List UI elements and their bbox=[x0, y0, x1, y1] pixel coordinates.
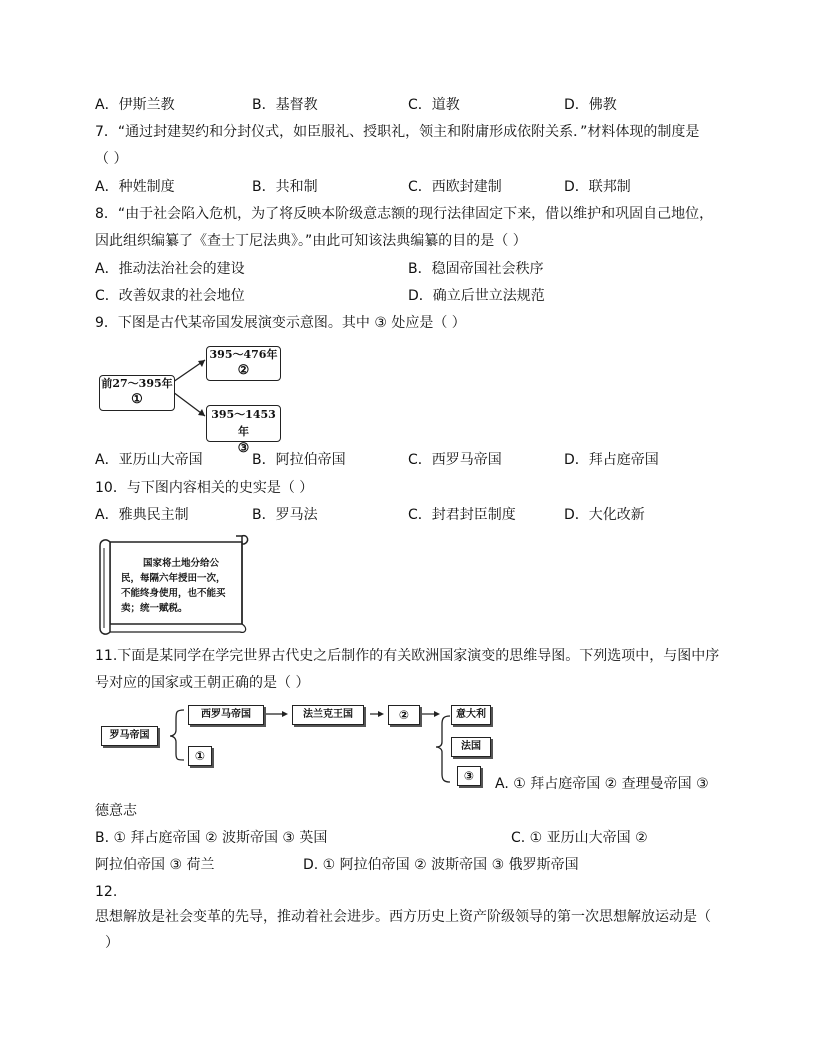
map-n1-box: ① bbox=[188, 746, 212, 766]
map-n3-box: ③ bbox=[457, 766, 481, 786]
map-frank-box: 法兰克王国 bbox=[292, 705, 364, 725]
map-n2-box: ② bbox=[388, 705, 420, 725]
q6-option-b: B．基督教 bbox=[252, 97, 318, 113]
map-west-box: 西罗马帝国 bbox=[188, 705, 264, 725]
scroll-line-4: 卖；统一赋税。 bbox=[121, 603, 188, 614]
map-france-box: 法国 bbox=[451, 737, 491, 757]
q7-option-a: A．种姓制度 bbox=[95, 179, 175, 195]
top-number: ② bbox=[237, 363, 250, 378]
q9-stem: 9．下图是古代某帝国发展演变示意图。其中 ③ 处应是（ ） bbox=[95, 315, 466, 331]
map-italy-box: 意大利 bbox=[451, 705, 491, 725]
q9-option-d: D．拜占庭帝国 bbox=[564, 452, 659, 468]
bottom-years: 395～1453年 bbox=[211, 408, 276, 438]
q11-option-c: C. ① 亚历山大帝国 ② bbox=[511, 830, 648, 846]
q8-option-b: B．稳固帝国社会秩序 bbox=[408, 261, 544, 277]
q11-option-d: D. ① 阿拉伯帝国 ② 波斯帝国 ③ 俄罗斯帝国 bbox=[303, 857, 579, 873]
q7-stem: 7．“通过封建契约和分封仪式，如臣服礼、授职礼，领主和附庸形成依附关系．”材料体现的制度是 bbox=[95, 124, 700, 140]
q11-option-a: A. ① 拜占庭帝国 ② 查理曼帝国 ③ bbox=[495, 776, 709, 792]
left-years: 前27～395年 bbox=[101, 377, 173, 390]
q8-option-a: A．推动法治社会的建设 bbox=[95, 261, 245, 277]
q6-option-c: C．道教 bbox=[408, 97, 460, 113]
q11-option-a-cont: 德意志 bbox=[95, 803, 137, 819]
q9-option-b: B．阿拉伯帝国 bbox=[252, 452, 346, 468]
top-years: 395～476年 bbox=[209, 348, 278, 361]
q11-stem: 11.下面是某同学在学完世界古代史之后制作的有关欧洲国家演变的思维导图。下列选项中，与图中序 bbox=[95, 648, 720, 664]
q10-option-d: D．大化改新 bbox=[564, 507, 645, 523]
q7-answer-blank: （ ） bbox=[95, 151, 128, 167]
q10-option-b: B．罗马法 bbox=[252, 507, 318, 523]
q10-option-c: C．封君封臣制度 bbox=[408, 507, 516, 523]
q9-option-c: C．西罗马帝国 bbox=[408, 452, 502, 468]
scroll-line-3: 不能终身使用，也不能买 bbox=[121, 588, 226, 599]
q11-option-b: B. ① 拜占庭帝国 ② 波斯帝国 ③ 英国 bbox=[95, 830, 328, 846]
q8-stem-cont: 因此组织编纂了《查士丁尼法典》。”由此可知该法典编纂的目的是（ ） bbox=[95, 233, 527, 249]
q7-option-c: C．西欧封建制 bbox=[408, 179, 502, 195]
q6-option-a: A．伊斯兰教 bbox=[95, 97, 175, 113]
q10-option-a: A．雅典民主制 bbox=[95, 507, 189, 523]
q8-option-d: D．确立后世立法规范 bbox=[408, 288, 545, 304]
scroll-line-1: 国家将土地分给公 bbox=[143, 558, 220, 569]
q12-number: 12. bbox=[95, 884, 118, 900]
arrow-down-head bbox=[198, 409, 205, 416]
q11-stem-cont: 号对应的国家或王朝正确的是（ ） bbox=[95, 675, 310, 691]
q7-option-d: D．联邦制 bbox=[564, 179, 631, 195]
diagram-box-top bbox=[206, 346, 281, 381]
q7-option-b: B．共和制 bbox=[252, 179, 318, 195]
q11-option-c-cont: 阿拉伯帝国 ③ 荷兰 bbox=[95, 857, 215, 873]
q10-stem: 10．与下图内容相关的史实是（ ） bbox=[95, 480, 314, 496]
bottom-number: ③ bbox=[237, 441, 250, 456]
q9-option-a: A．亚历山大帝国 bbox=[95, 452, 203, 468]
q6-option-d: D．佛教 bbox=[564, 97, 617, 113]
diagram-box-left bbox=[99, 375, 175, 411]
map-root-box: 罗马帝国 bbox=[101, 726, 158, 746]
q8-option-c: C．改善奴隶的社会地位 bbox=[95, 288, 245, 304]
left-number: ① bbox=[131, 392, 143, 407]
q12-stem: 思想解放是社会变革的先导，推动着社会进步。西方历史上资产阶级领导的第一次思想解放运动是（ bbox=[95, 909, 711, 925]
q12-stem-cont: ） bbox=[105, 935, 119, 951]
q8-stem: 8．“由于社会陷入危机，为了将反映本阶级意志额的现行法律固定下来，借以维护和巩固自己地位， bbox=[95, 206, 714, 222]
scroll-line-2: 民，每隔六年授田一次， bbox=[121, 573, 226, 584]
diagram-box-bottom bbox=[206, 405, 281, 456]
